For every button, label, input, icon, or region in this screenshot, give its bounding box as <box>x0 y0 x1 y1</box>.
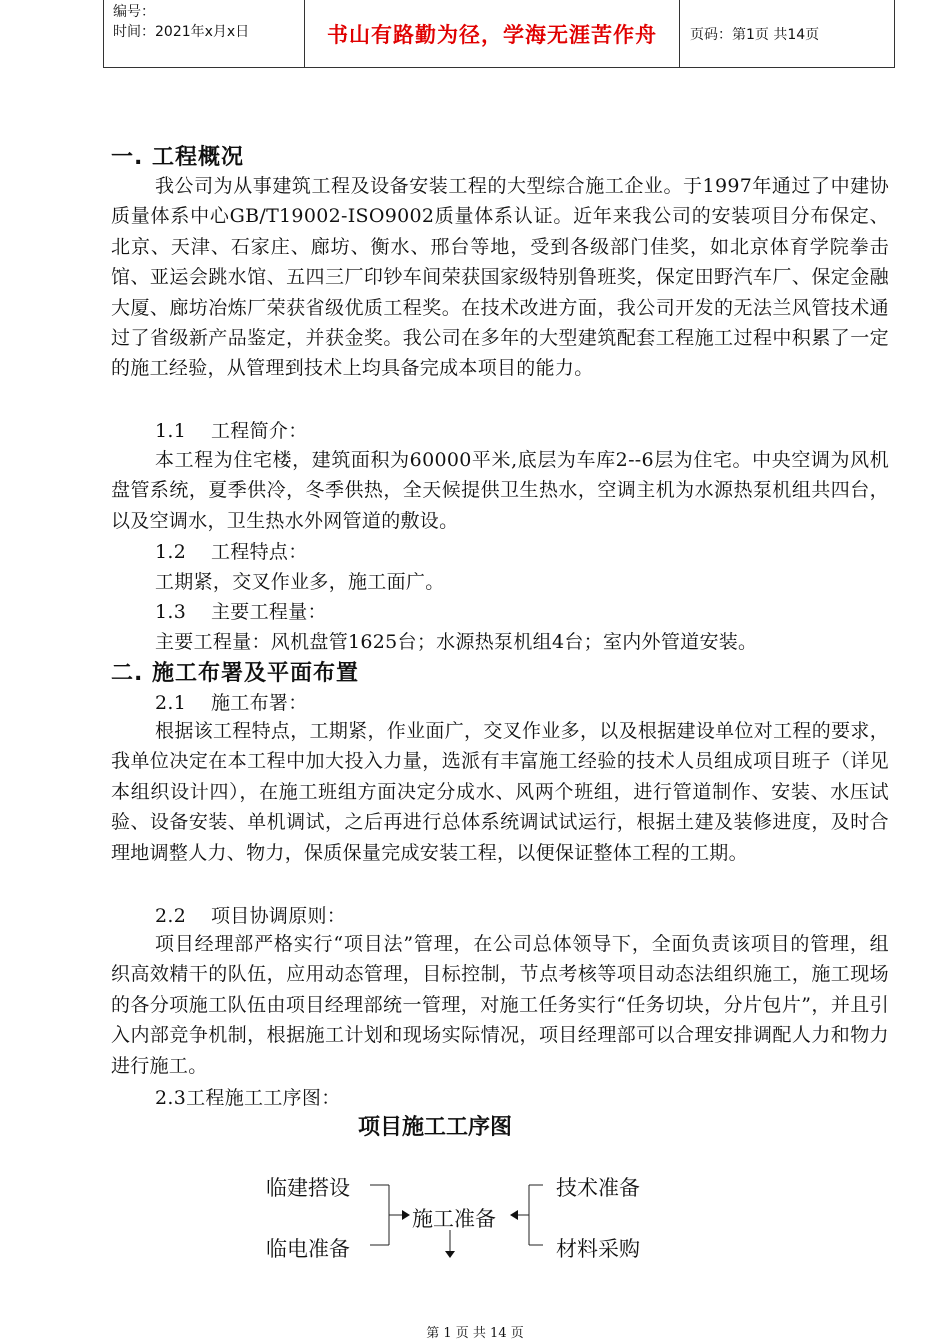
document-number-label: 编号： <box>113 4 155 20</box>
header-motto: 书山有路勤为径，学海无涯苦作舟 <box>305 0 680 67</box>
section-1-heading: 一. 工程概况 <box>111 145 245 170</box>
subsection-title: 施工布署： <box>211 692 308 714</box>
arrow-left-icon <box>510 1210 518 1220</box>
subsection-title: 工程简介： <box>211 420 308 442</box>
subsection-number: 1.1 <box>155 420 187 442</box>
node-temporary-power: 临电准备 <box>266 1237 350 1261</box>
subsection-2-2-text: 项目经理部严格实行“项目法”管理，在公司总体领导下，全面负责该项目的管理，组织高效精干的队伍，应用动态管理，目标控制，节点考核等项目动态法组织施工，施工现场的各分项施工队伍由项目经理部统一管理，对施工任务实行“任务切块，分片包片”，并且引入内部竞争机制，根据施工计划和现场实际情况，项目经理部可以合理安排调配人力和物力进行施工。 <box>111 933 889 1077</box>
subsection-number: 2.2 <box>155 905 187 927</box>
node-technical-preparation: 技术准备 <box>556 1176 640 1200</box>
page-footer: 第 1 页 共 14 页 <box>426 1326 524 1341</box>
subsection-title: 项目协调原则： <box>211 905 347 927</box>
header-meta <box>104 0 305 67</box>
node-temporary-construction: 临建搭设 <box>266 1176 350 1200</box>
subsection-number: 1.2 <box>155 541 187 563</box>
subsection-1-3-text: 主要工程量：风机盘管1625台；水源热泵机组4台；室内外管道安装。 <box>155 631 758 653</box>
subsection-2-1-text: 根据该工程特点，工期紧，作业面广，交叉作业多，以及根据建设单位对工程的要求，我单位决定在本工程中加大投入力量，选派有丰富施工经验的技术人员组成项目班子（详见本组织设计四），在施工班组方面决定分成水、风两个班组，进行管道制作、安装、水压试验、设备安装、单机调试，之后再进行总体系统调试试运行，根据土建及装修进度，及时合理地调整人力、物力，保质保量完成安装工程，以便保证整体工程的工期。 <box>111 720 889 864</box>
subsection-2-1-heading <box>155 688 308 715</box>
subsection-number: 1.3 <box>155 601 187 623</box>
section-1-intro: 我公司为从事建筑工程及设备安装工程的大型综合施工企业。于1997年通过了中建协质量体系中心GB/T19002-ISO9002质量体系认证。近年来我公司的安装项目分布保定、北京、天津、石家庄、廊坊、衡水、邢台等地，受到各级部门佳奖，如北京体育学院拳击馆、亚运会跳水馆、五四三厂印钞车间荣获国家级特别鲁班奖，保定田野汽车厂、保定金融大厦、廊坊冶炼厂荣获省级优质工程奖。在技术改进方面，我公司开发的无法兰风管技术通过了省级新产品鉴定，并获金奖。我公司在多年的大型建筑配套工程施工过程中积累了一定的施工经验，从管理到技术上均具备完成本项目的能力。 <box>111 175 889 380</box>
diagram-title: 项目施工工序图 <box>357 1115 512 1140</box>
subsection-2-2-heading <box>155 901 346 928</box>
arrow-right-icon <box>402 1210 410 1220</box>
subsection-1-1-heading <box>155 416 308 443</box>
section-2-heading: 二. 施工布署及平面布置 <box>111 661 360 686</box>
subsection-1-3-heading <box>155 597 327 624</box>
subsection-1-1-text: 本工程为住宅楼，建筑面积为60000平米,底层为车库2--6层为住宅。中央空调为风机盘管系统，夏季供冷，冬季供热，全天候提供卫生热水，空调主机为水源热泵机组共四台，以及空调水，卫生热水外网管道的敷设。 <box>111 449 889 532</box>
header-page-info: 页码：第1页 共14页 <box>690 27 820 43</box>
document-time: 时间：2021年x月x日 <box>113 24 250 40</box>
subsection-1-2-text: 工期紧，交叉作业多，施工面广。 <box>155 571 445 593</box>
subsection-title: 工程特点： <box>211 541 308 563</box>
page-header <box>103 0 895 68</box>
subsection-1-2-heading <box>155 537 308 564</box>
subsection-number: 2.1 <box>155 692 187 714</box>
subsection-title: 主要工程量： <box>211 601 327 623</box>
subsection-2-3-heading: 2.3工程施工工序图： <box>155 1087 341 1109</box>
node-construction-preparation: 施工准备 <box>412 1207 496 1231</box>
node-material-procurement: 材料采购 <box>556 1237 640 1261</box>
arrow-down-icon <box>445 1251 455 1258</box>
